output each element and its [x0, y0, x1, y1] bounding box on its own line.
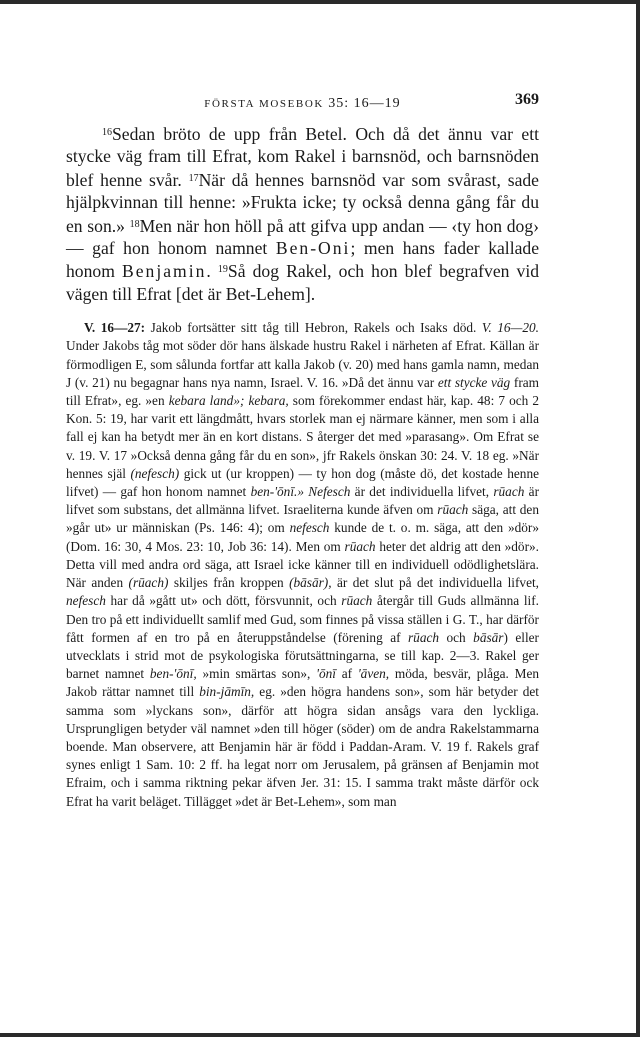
chapter-verse-reference: 35: 16—19	[328, 96, 401, 111]
commentary-italic-term: kebara land»; kebara,	[168, 393, 289, 409]
verse-number: 17	[188, 172, 199, 184]
book-page	[66, 90, 539, 811]
name-ben-oni: Ben-Oni	[275, 238, 351, 259]
commentary-text: Jakob fortsätter sitt tåg till Hebron, Rakels och Isaks död.	[145, 320, 482, 336]
commentary-italic-term: Nefesch	[308, 484, 351, 500]
page-number: 369	[515, 91, 539, 108]
commentary-text: »min smärtas son»,	[196, 666, 317, 682]
verse-number: 19	[217, 264, 228, 276]
commentary-italic-term: rūach	[341, 593, 373, 609]
scan-edge-top	[0, 0, 640, 4]
verse-text: Men när hon höll på att gifva upp andan — ‹ty hon dog› — gaf hon honom namnet	[66, 215, 540, 259]
commentary-italic-term: ett stycke väg	[437, 374, 511, 390]
commentary-italic-term: nefesch	[66, 593, 106, 609]
verse-text: .	[206, 261, 211, 282]
commentary-italic-term: ben-'ōnī.»	[250, 484, 304, 500]
scripture-text	[66, 122, 539, 305]
commentary-text: är det individuella lifvet,	[350, 484, 494, 500]
commentary-text: och	[439, 629, 474, 645]
commentary	[66, 319, 539, 810]
running-head-title	[66, 96, 539, 112]
commentary-text: säga, att den »går ut» ur människan (Ps. 146: 4); om	[66, 502, 539, 536]
commentary-italic-term: rūach	[493, 484, 525, 500]
commentary-italic-term: (bāsār),	[289, 575, 332, 591]
commentary-italic-term: 'ōnī	[316, 666, 336, 682]
commentary-text: ) eller utvecklats i strid mot de psykologiska förutsättningarna, se till kap. 2—3. Rakel ger barnet namnet	[66, 629, 539, 682]
verse-text: Så dog Rakel, och hon blef begrafven vid vägen till Efrat [det är Bet-Lehem].	[66, 261, 540, 304]
commentary-italic-term: V. 16—20.	[481, 320, 539, 336]
scan-edge-bottom	[0, 1033, 640, 1037]
commentary-text: som förekommer endast här, kap. 48: 7 och 2 Kon. 5: 19, har varit ett längdmått, hvars storlek man ej närmare känner, men som i alla fall ej kan ha betydt mer än en kort distans. S återger det med »parasang». Om Efrat se v. 19. V. 17 »Också denna gång får du en son», jfr Rakels önskan 30: 24. V. 18 eg. »När hennes själ	[66, 393, 539, 481]
commentary-text: återgår till Guds allmänna lif. Den tro på ett individuellt samlif med Gud, som finnes på vissa ställen i G. T., har därför fått formen af en tro på en återuppståndelse (förening af	[66, 593, 540, 645]
verse-number: 18	[129, 218, 140, 230]
commentary-italic-term: nefesch	[289, 520, 330, 536]
commentary-heading: V. 16—27:	[84, 320, 146, 336]
running-head	[66, 90, 539, 112]
commentary-text: är det slut på det individuella lifvet,	[331, 575, 539, 591]
commentary-italic-term: bāsār	[473, 629, 504, 645]
commentary-text: är lifvet som substans, det allmänna lifvet. Israeliterna kunde äfven om	[66, 484, 539, 518]
commentary-text: Under Jakobs tåg mot söder dör hans älskade hustru Rakel i närheten af Efrat. Källan är förmodligen E, som sålunda fortfar att kalla Jakob (v. 20) med hans gamla namn, medan J (v. 21) nu begagnar hans nya namn, Israel. V. 16. »Då det ännu var	[66, 338, 539, 390]
scripture-paragraph	[66, 122, 539, 305]
verse-text: När då hennes barnsnöd var som svårast, sade hjälpkvinnan till henne: »Frukta icke; ty också denna gång får du en son.»	[66, 169, 539, 236]
commentary-text: gick ut (ur kroppen) — ty hon dog (måste dö, det kostade henne lifvet) — gaf hon honom namnet	[66, 465, 539, 500]
commentary-italic-term: rūach	[408, 629, 440, 645]
commentary-italic-term: rūach	[437, 502, 469, 518]
commentary-italic-term: (nefesch)	[130, 465, 180, 481]
book-title: FÖRSTA MOSEBOK	[204, 98, 324, 110]
commentary-text: af	[335, 666, 358, 682]
commentary-text: kunde de t. o. m. säga, att den »dör» (Dom. 16: 30, 4 Mos. 23: 10, Job 36: 14). Men om	[66, 520, 539, 554]
commentary-text: skiljes från kroppen	[168, 575, 290, 591]
commentary-italic-term: (rūach)	[128, 575, 169, 591]
commentary-italic-term: 'āven,	[357, 666, 390, 682]
commentary-italic-term: bin-jāmīn,	[199, 684, 255, 700]
commentary-text: heter det aldrig att den »dör». Detta vill med andra ord säga, att Israel icke känner till en individuell odödlighetslära. När anden	[66, 538, 539, 591]
verse-text: Sedan bröto de upp från Betel. Och då det ännu var ett stycke väg fram till Efrat, kom Rakel i barnsnöd, och barnsnöden blef henne svår.	[66, 124, 539, 190]
scan-edge-right	[636, 0, 640, 1037]
name-benjamin: Benjamin	[121, 261, 207, 282]
verse-number: 16	[102, 127, 112, 138]
commentary-paragraph	[66, 319, 539, 810]
commentary-text: eg. »den högra handens son», som här betyder det samma som »lyckans son», därför att högra sidan ansågs vara den lyckliga. Ursprungligen betyder väl namnet »den till höger (söder) om de andra Rakelstammarna boende. Man observere, att Benjamin här är född i Paddan-Aram. V. 19 f. Rakels graf synes enligt 1 Sam. 10: 2 ff. ha legat norr om Jerusalem, på gränsen af Benjamin mot Efraim, och i samma riktning pekar äfven Jer. 31: 15. I samma trakt måste därför ock Efrat ha varit beläget. Tillägget »det är Bet-Lehem», som man	[66, 684, 539, 809]
commentary-text: möda, besvär, plåga. Men Jakob rättar namnet till	[66, 666, 539, 700]
commentary-italic-term: ben-'ōnī,	[149, 666, 197, 682]
commentary-italic-term: rūach	[344, 538, 376, 554]
commentary-text: har då »gått ut» och dött, försvunnit, och	[105, 593, 342, 609]
verse-text: ; men hans fader kallade honom	[66, 238, 540, 282]
commentary-text: fram till Efrat», eg. »en	[66, 374, 539, 409]
